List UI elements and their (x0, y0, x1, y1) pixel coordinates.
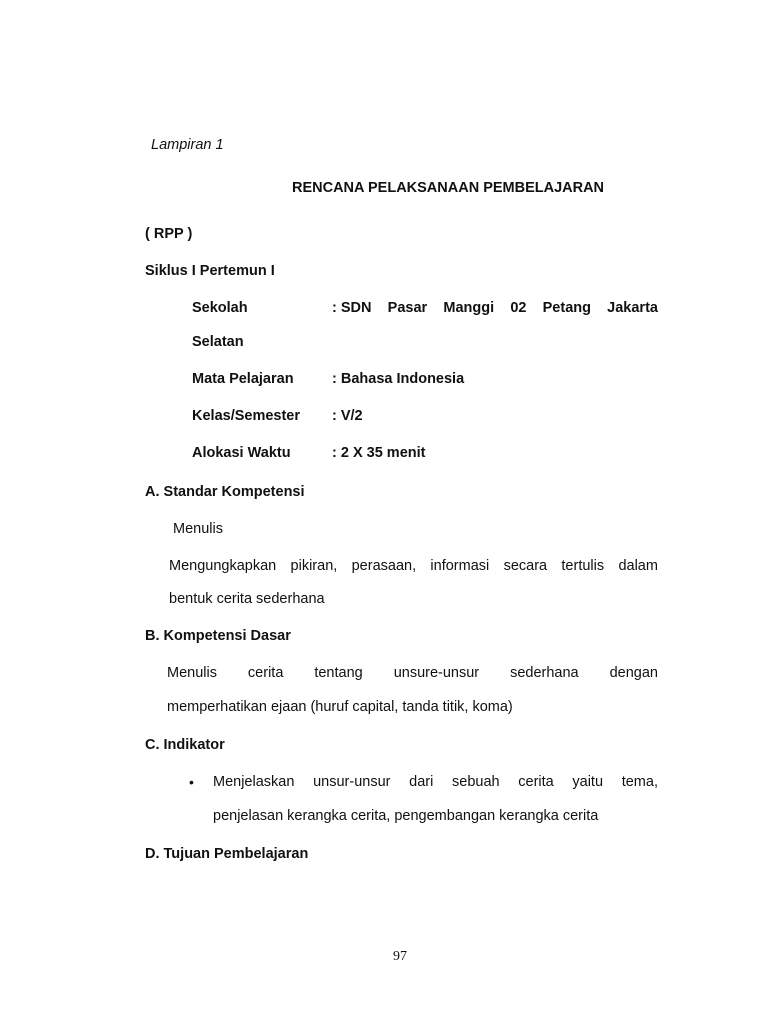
word: Menulis (167, 665, 217, 681)
word: perasaan, (351, 558, 417, 574)
school-word: Manggi (443, 300, 495, 316)
word: tema, (621, 774, 658, 790)
school-word: 02 (510, 300, 527, 316)
document-title: RENCANA PELAKSANAAN PEMBELAJARAN (292, 180, 605, 196)
section-b-line1 (167, 665, 658, 681)
school-value (332, 300, 658, 316)
school-word: Pasar (387, 300, 428, 316)
section-a-line1 (169, 558, 658, 574)
bullet-icon: • (189, 774, 194, 790)
school-word: Jakarta (607, 300, 658, 316)
word: dengan (609, 665, 658, 681)
section-b-heading: B. Kompetensi Dasar (145, 628, 291, 644)
word: unsur-unsur (313, 774, 391, 790)
section-d-heading: D. Tujuan Pembelajaran (145, 846, 309, 862)
word: pikiran, (290, 558, 338, 574)
word: tertulis (561, 558, 605, 574)
word: sederhana (510, 665, 579, 681)
cycle-label: Siklus I Pertemun I (145, 263, 275, 279)
section-c-line2: penjelasan kerangka cerita, pengembangan kerangka cerita (213, 808, 599, 824)
school-word: : SDN (332, 300, 372, 316)
class-value: : V/2 (332, 408, 363, 424)
subject-label: Mata Pelajaran (192, 371, 294, 387)
section-a-item: Menulis (173, 521, 223, 537)
word: yaitu (572, 774, 604, 790)
word: unsure-unsur (393, 665, 480, 681)
section-c-line1 (213, 774, 658, 790)
school-label: Sekolah (192, 300, 248, 316)
section-a-heading: A. Standar Kompetensi (145, 484, 305, 500)
document-subtitle: ( RPP ) (145, 226, 193, 242)
word: tentang (314, 665, 363, 681)
class-label: Kelas/Semester (192, 408, 301, 424)
time-value: : 2 X 35 menit (332, 445, 426, 461)
section-b-line2: memperhatikan ejaan (huruf capital, tanda titik, koma) (167, 699, 513, 715)
word: secara (503, 558, 548, 574)
subject-value: : Bahasa Indonesia (332, 371, 465, 387)
section-a-line2: bentuk cerita sederhana (169, 591, 325, 607)
word: dalam (618, 558, 658, 574)
attachment-label: Lampiran 1 (151, 137, 224, 153)
word: cerita (518, 774, 554, 790)
school-value-continued: Selatan (192, 334, 244, 350)
time-label: Alokasi Waktu (192, 445, 291, 461)
school-word: Petang (542, 300, 591, 316)
page-number: 97 (393, 949, 407, 964)
word: dari (409, 774, 434, 790)
word: cerita (247, 665, 284, 681)
word: Menjelaskan (213, 774, 295, 790)
word: sebuah (452, 774, 500, 790)
section-c-heading: C. Indikator (145, 737, 225, 753)
word: informasi (430, 558, 490, 574)
word: Mengungkapkan (169, 558, 277, 574)
